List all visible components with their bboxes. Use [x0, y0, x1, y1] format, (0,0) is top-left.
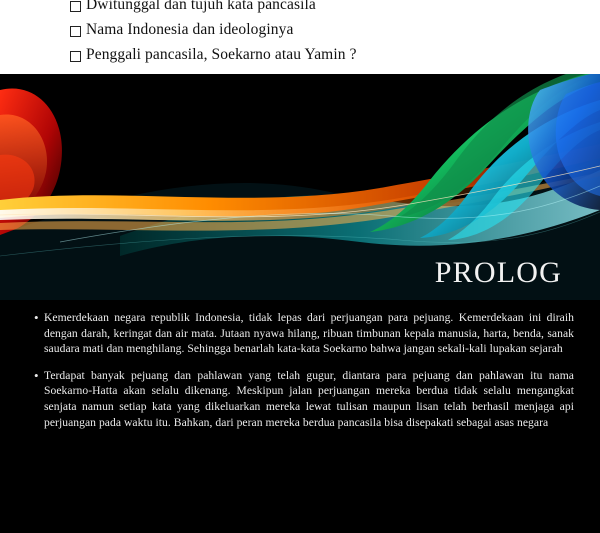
checklist-item-label: Penggali pancasila, Soekarno atau Yamin ? — [86, 46, 357, 63]
body-content — [34, 310, 574, 441]
checklist-item[interactable] — [70, 0, 316, 16]
checklist-item-label: Nama Indonesia dan ideologinya — [86, 21, 294, 38]
checkbox-icon[interactable] — [70, 26, 81, 37]
list-item — [34, 368, 574, 430]
checkbox-icon[interactable] — [70, 1, 81, 12]
checklist-item[interactable] — [70, 44, 357, 66]
checkbox-icon[interactable] — [70, 51, 81, 62]
paragraph-text: Kemerdekaan negara republik Indonesia, tidak lepas dari perjuangan para pejuang. Kemerdekaan ini diraih dengan darah, keringat dan air mata. Jutaan nyawa hilang, ribuan timbunan kepala manusia, harta, benda, sanak saudara mati dan menghilang. Sehingga benarlah kata-kata Soekarno bahwa jangan sekali-kali lupakan sejarah — [44, 311, 574, 356]
paragraph-text: Terdapat banyak pejuang dan pahlawan yang telah gugur, diantara para pejuang dan pahlawan itu nama Soekarno-Hatta akan selalu dikenang. Meskipun jalan perjuangan mereka berdua tidak selalu mengangkat senjata namun setiap kata yang dikeluarkan mereka lewat tulisan maupun lisan telah berhasil menjaga api perjuangan pada waktu itu. Bahkan, dari peran mereka berdua pancasila bisa disepakati sebagai asas negara — [44, 368, 574, 429]
slide-footer — [0, 491, 600, 533]
bullet-icon: • — [34, 367, 39, 383]
list-item — [34, 310, 574, 357]
page-title: PROLOG — [434, 256, 562, 289]
checklist-item[interactable] — [70, 19, 293, 41]
checklist-panel — [0, 0, 600, 74]
checklist-item-label: Dwitunggal dan tujuh kata pancasila — [86, 0, 316, 13]
bullet-icon: • — [34, 310, 39, 325]
